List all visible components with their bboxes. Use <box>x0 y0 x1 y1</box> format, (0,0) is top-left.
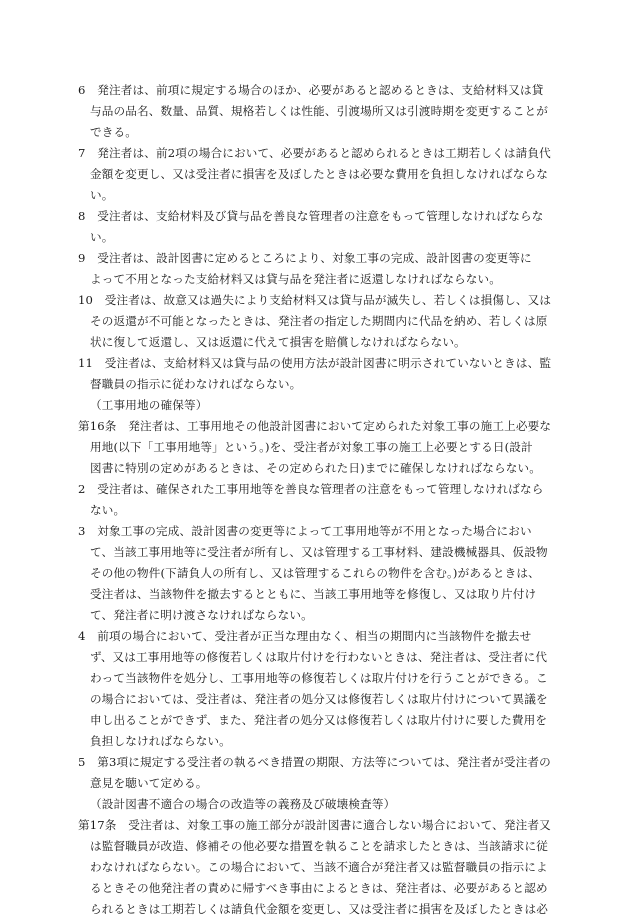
text-line: わなければならない。この場合において、当該不適合が発注者又は監督職員の指示によ <box>90 860 548 874</box>
text-line: 状に復して返還し、又は返還に代えて損害を賠償しなければならない。 <box>90 335 466 349</box>
text-line: い。 <box>90 230 114 244</box>
text-line: 第16条 発注者は、工事用地その他設計図書において定められた対象工事の施工上必要な <box>78 419 552 433</box>
text-line: 10 受注者は、故意又は過失により支給材料又は貸与品が滅失し、若しくは損傷し、又は <box>78 293 552 307</box>
text-line: 7 発注者は、前2項の場合において、必要があると認められるときは工期若しくは請負代 <box>78 146 551 160</box>
text-line: 第17条 受注者は、対象工事の施工部分が設計図書に適合しない場合において、発注者又 <box>78 818 551 832</box>
text-line: その返還が不可能となったときは、発注者の指定した期間内に代品を納め、若しくは原 <box>90 314 548 328</box>
text-line: 督職員の指示に従わなければならない。 <box>90 377 302 391</box>
text-line: 意見を聴いて定める。 <box>90 776 208 790</box>
text-line: 11 受注者は、支給材料又は貸与品の使用方法が設計図書に明示されていないときは、監 <box>78 356 552 370</box>
text-line: い。 <box>90 188 114 202</box>
text-line: 図書に特別の定めがあるときは、その定められた日)までに確保しなければならない。 <box>90 461 541 475</box>
section-heading: （工事用地の確保等） <box>90 398 208 412</box>
text-line: て、発注者に明け渡さなければならない。 <box>90 608 313 622</box>
text-line: 9 受注者は、設計図書に定めるところにより、対象工事の完成、設計図書の変更等に <box>78 251 532 265</box>
text-line: 5 第3項に規定する受注者の執るべき措置の期限、方法等については、発注者が受注者の <box>78 755 551 769</box>
text-line: の場合においては、受注者は、発注者の処分又は修復若しくは取片付けについて異議を <box>90 692 548 706</box>
text-line: るときその他発注者の責めに帰すべき事由によるときは、発注者は、必要があると認め <box>90 881 548 895</box>
text-line: 8 受注者は、支給材料及び貸与品を善良な管理者の注意をもって管理しなければならな <box>78 209 544 223</box>
text-line: られるときは工期若しくは請負代金額を変更し、又は受注者に損害を及ぼしたときは必 <box>90 902 549 916</box>
text-line: 2 受注者は、確保された工事用地等を善良な管理者の注意をもって管理しなければなら <box>78 482 544 496</box>
text-line: その他の物件(下請負人の所有し、又は管理するこれらの物件を含む。)があるときは、 <box>90 566 540 580</box>
text-line: 4 前項の場合において、受注者が正当な理由なく、相当の期間内に当該物件を撤去せ <box>78 629 532 643</box>
text-line: 用地(以下「工事用地等」という。)を、受注者が対象工事の施工上必要とする日(設計 <box>90 440 533 454</box>
text-line: ず、又は工事用地等の修復若しくは取片付けを行わないときは、発注者は、受注者に代 <box>90 650 548 664</box>
text-line: よって不用となった支給材料又は貸与品を発注者に返還しなければならない。 <box>90 272 502 286</box>
text-line: ない。 <box>90 503 126 517</box>
section-heading: （設計図書不適合の場合の改造等の義務及び破壊検査等） <box>90 797 396 811</box>
text-line: 3 対象工事の完成、設計図書の変更等によって工事用地等が不用となった場合におい <box>78 524 532 538</box>
text-line: は監督職員が改造、修補その他必要な措置を執ることを請求したときは、当該請求に従 <box>90 839 549 853</box>
text-line: 与品の品名、数量、品質、規格若しくは性能、引渡場所又は引渡時期を変更することが <box>90 104 549 118</box>
text-line: できる。 <box>90 125 137 139</box>
text-line: 負担しなければならない。 <box>90 734 231 748</box>
text-line: 金額を変更し、又は受注者に損害を及ぼしたときは必要な費用を負担しなければならな <box>90 167 549 181</box>
text-line: て、当該工事用地等に受注者が所有し、又は管理する工事材料、建設機械器具、仮設物 <box>90 545 548 559</box>
text-line: 6 発注者は、前項に規定する場合のほか、必要があると認めるときは、支給材料又は貸 <box>78 83 544 97</box>
text-line: 申し出ることができず、また、発注者の処分又は修復若しくは取片付けに要した費用を <box>90 713 548 727</box>
text-line: 受注者は、当該物件を撤去するとともに、当該工事用地等を修復し、又は取り片付け <box>90 587 537 601</box>
text-line: わって当該物件を処分し、工事用地等の修復若しくは取片付けを行うことができる。こ <box>90 671 548 685</box>
